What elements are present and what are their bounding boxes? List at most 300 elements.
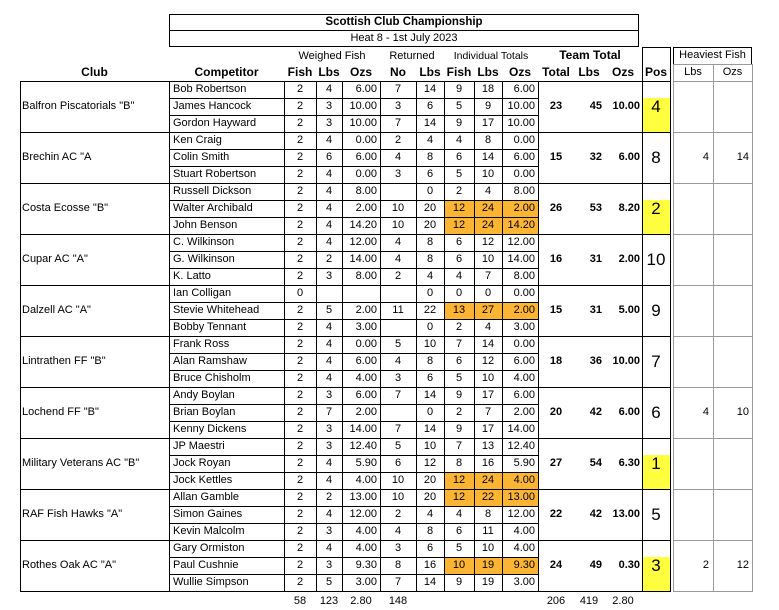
- cell-lbs: 4: [325, 321, 333, 333]
- cell-it-ozs: 2.00: [513, 304, 535, 316]
- cell-fish: 2: [296, 185, 304, 197]
- cell-lbs: 4: [325, 542, 333, 554]
- cell-lbs: 2: [325, 491, 333, 503]
- cell-ret-lbs: 22: [423, 304, 437, 316]
- row-divider: [169, 268, 538, 269]
- cell-it-fish: 6: [455, 355, 463, 367]
- cell-it-ozs: 14.00: [507, 253, 535, 265]
- cell-lbs: 4: [325, 457, 333, 469]
- cell-ret-lbs: 4: [426, 134, 434, 146]
- cell-ret-no: 7: [394, 423, 402, 435]
- team-divider: [538, 540, 670, 541]
- club-name: Dalzell AC "A": [22, 304, 91, 316]
- cell-ozs: 8.00: [355, 270, 377, 282]
- header-returned-lbs: Lbs: [419, 65, 441, 79]
- competitor-name: Bruce Chisholm: [173, 372, 251, 384]
- team-total-lbs: 49: [589, 559, 602, 571]
- cell-it-lbs: 7: [484, 270, 492, 282]
- cell-it-fish: 2: [455, 185, 463, 197]
- team-divider: [538, 336, 670, 337]
- cell-it-lbs: 19: [481, 576, 495, 588]
- cell-ret-lbs: 14: [423, 83, 437, 95]
- cell-fish: 2: [296, 389, 304, 401]
- cell-it-ozs: 0.00: [513, 287, 535, 299]
- cell-ozs: 12.40: [349, 440, 377, 452]
- cell-it-fish: 12: [452, 491, 466, 503]
- cell-fish: 2: [296, 219, 304, 231]
- team-total-fish: 18: [549, 355, 563, 367]
- team-total-fish: 15: [549, 151, 563, 163]
- competitor-name: C. Wilkinson: [173, 236, 235, 248]
- total-team-ozs: 2.80: [612, 595, 634, 607]
- cell-fish: 2: [296, 117, 304, 129]
- cell-ozs: 10.00: [349, 100, 377, 112]
- header-returned: Returned: [389, 50, 435, 62]
- competitor-name: Walter Archibald: [173, 202, 253, 214]
- header-individual-totals: Individual Totals: [453, 50, 529, 62]
- team-position: 4: [651, 97, 661, 116]
- cell-it-ozs: 3.00: [513, 321, 535, 333]
- row-divider: [20, 489, 538, 490]
- cell-ozs: 2.00: [355, 202, 377, 214]
- cell-ret-lbs: 10: [423, 440, 437, 452]
- cell-it-ozs: 5.90: [513, 457, 535, 469]
- row-divider: [169, 115, 538, 116]
- cell-it-fish: 5: [455, 100, 463, 112]
- row-divider: [169, 166, 538, 167]
- cell-fish: 2: [296, 270, 304, 282]
- team-total-fish: 27: [549, 457, 563, 469]
- cell-ret-lbs: 8: [426, 525, 434, 537]
- row-divider: [169, 455, 538, 456]
- competitor-name: Brian Boylan: [173, 406, 236, 418]
- header-heaviest-ozs: Ozs: [722, 66, 743, 78]
- club-name: Lintrathen FF "B": [22, 355, 106, 367]
- cell-ret-no: 4: [394, 525, 402, 537]
- cell-it-lbs: 10: [481, 168, 495, 180]
- row-divider: [169, 523, 538, 524]
- cell-ozs: 14.20: [349, 219, 377, 231]
- cell-it-fish: 6: [455, 151, 463, 163]
- heaviest-header-rule: [673, 64, 752, 65]
- cell-it-lbs: 0: [484, 287, 492, 299]
- competitor-name: Russell Dickson: [173, 185, 252, 197]
- row-divider: [169, 149, 538, 150]
- cell-it-fish: 9: [455, 576, 463, 588]
- header-team-total: Team Total: [559, 48, 621, 62]
- cell-it-ozs: 0.00: [513, 338, 535, 350]
- club-name: Cupar AC "A": [22, 253, 88, 265]
- cell-it-lbs: 13: [481, 440, 495, 452]
- cell-ret-lbs: 20: [423, 202, 437, 214]
- cell-lbs: 4: [325, 219, 333, 231]
- competitor-name: Andy Boylan: [173, 389, 235, 401]
- heaviest-fish-lbs: 4: [702, 406, 709, 418]
- cell-it-lbs: 18: [481, 83, 495, 95]
- cell-it-ozs: 2.00: [513, 202, 535, 214]
- cell-ret-no: 2: [394, 134, 402, 146]
- cell-fish: 2: [296, 474, 304, 486]
- cell-it-lbs: 4: [484, 185, 492, 197]
- cell-lbs: 3: [325, 389, 333, 401]
- cell-lbs: 4: [325, 338, 333, 350]
- cell-fish: 2: [296, 83, 304, 95]
- competitor-name: Frank Ross: [173, 338, 230, 350]
- cell-lbs: 4: [325, 202, 333, 214]
- cell-fish: 2: [296, 134, 304, 146]
- cell-it-ozs: 6.00: [513, 355, 535, 367]
- cell-lbs: 7: [325, 406, 333, 418]
- club-name: Lochend FF "B": [22, 406, 99, 418]
- club-name: Brechin AC "A: [22, 151, 92, 163]
- competitor-name: Stevie Whitehead: [173, 304, 260, 316]
- cell-it-fish: 13: [452, 304, 466, 316]
- cell-it-fish: 4: [455, 508, 463, 520]
- team-total-fish: 24: [549, 559, 563, 571]
- cell-it-lbs: 11: [482, 525, 494, 537]
- cell-fish: 2: [296, 253, 304, 265]
- cell-lbs: 2: [325, 253, 333, 265]
- cell-fish: 2: [296, 321, 304, 333]
- cell-lbs: 3: [325, 525, 333, 537]
- cell-lbs: 3: [325, 559, 333, 571]
- cell-lbs: 5: [325, 304, 333, 316]
- cell-ret-no: 7: [394, 389, 402, 401]
- cell-it-fish: 9: [455, 117, 463, 129]
- cell-it-lbs: 10: [481, 253, 495, 265]
- cell-it-lbs: 10: [481, 542, 495, 554]
- cell-it-ozs: 14.00: [507, 423, 535, 435]
- cell-fish: 2: [296, 372, 304, 384]
- team-total-lbs: 32: [589, 151, 602, 163]
- row-divider: [169, 404, 538, 405]
- cell-lbs: 4: [325, 474, 333, 486]
- row-divider: [169, 506, 538, 507]
- cell-fish: 2: [296, 236, 304, 248]
- cell-lbs: 4: [325, 372, 333, 384]
- cell-lbs: 3: [325, 440, 333, 452]
- header-competitor: Competitor: [194, 65, 259, 79]
- row-divider: [169, 319, 538, 320]
- row-divider: [169, 557, 538, 558]
- column-divider: [169, 81, 170, 592]
- team-total-lbs: 31: [589, 253, 602, 265]
- cell-it-ozs: 6.00: [513, 389, 535, 401]
- cell-it-ozs: 6.00: [513, 83, 535, 95]
- team-position: 8: [651, 148, 661, 167]
- competitor-name: Jock Kettles: [173, 474, 233, 486]
- header-team-lbs: Lbs: [578, 65, 600, 79]
- cell-ozs: 4.00: [355, 525, 377, 537]
- header-rule: [20, 64, 670, 65]
- team-divider: [538, 285, 670, 286]
- row-divider: [20, 234, 538, 235]
- cell-ret-no: 6: [394, 457, 402, 469]
- cell-ret-lbs: 6: [426, 542, 434, 554]
- cell-ret-no: 4: [394, 151, 402, 163]
- club-name: Rothes Oak AC "A": [22, 559, 117, 571]
- column-divider: [642, 47, 643, 592]
- page-title: Scottish Club Championship: [325, 16, 483, 28]
- cell-it-ozs: 12.00: [507, 508, 535, 520]
- cell-ozs: 9.30: [355, 559, 377, 571]
- cell-it-ozs: 6.00: [513, 151, 535, 163]
- cell-fish: 2: [296, 202, 304, 214]
- cell-lbs: 4: [325, 83, 333, 95]
- cell-lbs: 4: [325, 508, 333, 520]
- cell-it-lbs: 17: [481, 117, 495, 129]
- cell-ozs: 3.00: [355, 576, 377, 588]
- cell-it-fish: 4: [455, 270, 463, 282]
- header-weighed-fish: Weighed Fish: [298, 50, 366, 62]
- header-lbs: Lbs: [318, 65, 340, 79]
- cell-ret-lbs: 8: [426, 151, 434, 163]
- cell-fish: 2: [296, 559, 304, 571]
- row-divider: [20, 132, 538, 133]
- competitor-name: Kevin Malcolm: [173, 525, 245, 537]
- total-fish: 58: [293, 595, 307, 607]
- cell-ret-lbs: 14: [423, 423, 437, 435]
- cell-ozs: 4.00: [355, 474, 377, 486]
- cell-ret-lbs: 14: [423, 389, 437, 401]
- cell-fish: 2: [296, 151, 304, 163]
- cell-lbs: 4: [325, 168, 333, 180]
- cell-ret-no: 4: [394, 253, 402, 265]
- cell-it-ozs: 2.00: [513, 406, 535, 418]
- cell-it-ozs: 14.20: [507, 219, 535, 231]
- cell-it-fish: 9: [455, 389, 463, 401]
- club-name: Costa Ecosse "B": [22, 202, 109, 214]
- cell-it-ozs: 12.40: [507, 440, 535, 452]
- team-divider: [538, 81, 670, 82]
- team-position: 1: [651, 454, 661, 473]
- competitor-name: James Hancock: [173, 100, 252, 112]
- cell-fish: 2: [296, 508, 304, 520]
- cell-ozs: 4.00: [355, 372, 377, 384]
- cell-ozs: 14.00: [349, 253, 377, 265]
- cell-it-lbs: 19: [481, 559, 495, 571]
- cell-ret-lbs: 6: [426, 372, 434, 384]
- cell-ozs: 0.00: [355, 134, 377, 146]
- cell-ret-no: 4: [394, 236, 402, 248]
- cell-ret-lbs: 8: [426, 236, 434, 248]
- team-total-lbs: 42: [589, 508, 602, 520]
- cell-lbs: 4: [325, 236, 333, 248]
- header-it-ozs: Ozs: [508, 65, 531, 79]
- cell-lbs: 3: [325, 100, 333, 112]
- competitor-name: Kenny Dickens: [173, 423, 247, 435]
- team-total-ozs: 6.00: [618, 151, 640, 163]
- cell-it-ozs: 13.00: [507, 491, 535, 503]
- team-total-ozs: 0.30: [618, 559, 640, 571]
- cell-ret-lbs: 8: [426, 253, 434, 265]
- cell-it-fish: 5: [455, 542, 463, 554]
- cell-ret-lbs: 6: [426, 100, 434, 112]
- team-divider: [538, 438, 670, 439]
- column-divider: [20, 81, 21, 592]
- cell-it-ozs: 12.00: [507, 236, 535, 248]
- row-divider: [169, 217, 538, 218]
- competitor-name: Bob Robertson: [173, 83, 247, 95]
- header-returned-no: No: [390, 65, 406, 79]
- cell-ozs: 2.00: [355, 406, 377, 418]
- cell-lbs: 4: [325, 185, 333, 197]
- team-total-fish: 26: [549, 202, 563, 214]
- row-divider: [169, 574, 538, 575]
- cell-ret-no: 5: [394, 440, 402, 452]
- team-total-fish: 20: [549, 406, 563, 418]
- row-divider: [20, 285, 538, 286]
- cell-it-fish: 2: [455, 321, 463, 333]
- cell-it-fish: 4: [455, 134, 463, 146]
- cell-ret-no: 3: [394, 372, 402, 384]
- team-total-lbs: 45: [589, 100, 602, 112]
- cell-it-ozs: 4.00: [513, 372, 535, 384]
- cell-it-fish: 12: [452, 474, 466, 486]
- heaviest-fish-lbs: 2: [702, 559, 709, 571]
- cell-lbs: 4: [325, 355, 333, 367]
- cell-ozs: 6.00: [355, 389, 377, 401]
- cell-it-ozs: 0.00: [513, 134, 535, 146]
- cell-it-fish: 8: [455, 457, 463, 469]
- team-total-lbs: 54: [589, 457, 602, 469]
- cell-ret-no: 8: [394, 559, 402, 571]
- cell-it-fish: 6: [455, 253, 463, 265]
- team-total-lbs: 36: [589, 355, 602, 367]
- team-total-ozs: 6.30: [618, 457, 640, 469]
- cell-fish: 2: [296, 355, 304, 367]
- cell-it-lbs: 12: [481, 236, 495, 248]
- cell-it-fish: 5: [455, 372, 463, 384]
- cell-it-lbs: 14: [481, 151, 495, 163]
- cell-ozs: 0.00: [355, 168, 377, 180]
- row-divider: [169, 98, 538, 99]
- cell-ret-no: 3: [394, 542, 402, 554]
- row-divider: [20, 591, 538, 592]
- team-divider: [538, 489, 670, 490]
- cell-it-fish: 6: [455, 236, 463, 248]
- heaviest-fish-ozs: 14: [736, 151, 749, 163]
- cell-it-lbs: 10: [481, 372, 495, 384]
- row-divider: [169, 302, 538, 303]
- heaviest-divider: [673, 64, 674, 592]
- cell-ret-no: 3: [394, 100, 402, 112]
- cell-it-fish: 5: [455, 168, 463, 180]
- competitor-name: Gary Ormiston: [173, 542, 245, 554]
- team-total-fish: 23: [549, 100, 563, 112]
- cell-it-lbs: 9: [484, 100, 492, 112]
- cell-it-ozs: 9.30: [513, 559, 535, 571]
- header-club: Club: [81, 65, 108, 79]
- cell-ret-no: 5: [394, 338, 402, 350]
- column-divider: [416, 81, 417, 592]
- cell-ret-lbs: 6: [426, 168, 434, 180]
- competitor-name: Ian Colligan: [173, 287, 232, 299]
- cell-ret-lbs: 10: [423, 338, 437, 350]
- cell-ret-lbs: 16: [423, 559, 437, 571]
- cell-lbs: 6: [325, 151, 333, 163]
- pos-top-rule: [642, 47, 670, 48]
- cell-fish: 2: [296, 100, 304, 112]
- row-divider: [20, 183, 538, 184]
- cell-it-lbs: 17: [481, 389, 495, 401]
- cell-it-ozs: 3.00: [513, 576, 535, 588]
- cell-ret-lbs: 14: [423, 576, 437, 588]
- competitor-name: Alan Ramshaw: [173, 355, 247, 367]
- cell-ozs: 12.00: [349, 508, 377, 520]
- row-divider: [20, 336, 538, 337]
- team-divider: [538, 591, 670, 592]
- cell-ret-lbs: 20: [423, 219, 437, 231]
- row-divider: [20, 387, 538, 388]
- cell-ozs: 13.00: [349, 491, 377, 503]
- header-it-fish: Fish: [446, 65, 472, 79]
- total-team-fish: 206: [546, 595, 566, 607]
- competitor-name: Colin Smith: [173, 151, 230, 163]
- column-divider: [474, 81, 475, 592]
- team-total-ozs: 10.00: [612, 100, 640, 112]
- cell-it-ozs: 4.00: [513, 542, 535, 554]
- team-total-ozs: 8.20: [618, 202, 640, 214]
- column-divider: [342, 81, 343, 592]
- header-pos: Pos: [644, 65, 667, 79]
- row-divider: [169, 421, 538, 422]
- cell-it-lbs: 22: [481, 491, 495, 503]
- heaviest-divider: [713, 64, 714, 592]
- team-position: 9: [651, 301, 661, 320]
- cell-it-fish: 12: [452, 219, 466, 231]
- team-total-ozs: 5.00: [618, 304, 640, 316]
- cell-it-fish: 7: [455, 440, 463, 452]
- cell-lbs: 4: [325, 134, 333, 146]
- cell-ret-lbs: 4: [426, 508, 434, 520]
- cell-ret-no: 10: [391, 219, 405, 231]
- cell-lbs: 3: [325, 117, 333, 129]
- cell-ozs: 12.00: [349, 236, 377, 248]
- header-heaviest-lbs: Lbs: [684, 66, 702, 78]
- cell-it-lbs: 8: [484, 134, 492, 146]
- cell-ret-lbs: 0: [426, 406, 434, 418]
- competitor-name: John Benson: [173, 219, 238, 231]
- row-divider: [169, 251, 538, 252]
- row-divider: [20, 81, 538, 82]
- cell-it-lbs: 16: [481, 457, 495, 469]
- cell-ret-no: 7: [394, 576, 402, 588]
- team-total-ozs: 6.00: [618, 406, 640, 418]
- cell-ret-no: 7: [394, 117, 402, 129]
- club-name: Balfron Piscatorials "B": [22, 100, 135, 112]
- team-position: 6: [651, 403, 661, 422]
- team-total-ozs: 10.00: [612, 355, 640, 367]
- row-divider: [20, 438, 538, 439]
- cell-fish: 2: [296, 423, 304, 435]
- cell-ret-lbs: 8: [426, 355, 434, 367]
- cell-it-ozs: 8.00: [513, 185, 535, 197]
- competitor-name: Simon Gaines: [173, 508, 243, 520]
- cell-ret-no: 2: [394, 508, 402, 520]
- cell-it-lbs: 24: [481, 474, 495, 486]
- team-divider: [538, 387, 670, 388]
- cell-fish: 2: [296, 542, 304, 554]
- column-divider: [284, 81, 285, 592]
- cell-lbs: 3: [325, 423, 333, 435]
- cell-ret-lbs: 0: [426, 321, 434, 333]
- header-heaviest-fish: Heaviest Fish: [679, 49, 746, 61]
- team-position: 10: [646, 250, 666, 269]
- club-name: RAF Fish Hawks "A": [22, 508, 123, 520]
- total-team-lbs: 419: [579, 595, 599, 607]
- competitor-name: Jock Royan: [173, 457, 231, 469]
